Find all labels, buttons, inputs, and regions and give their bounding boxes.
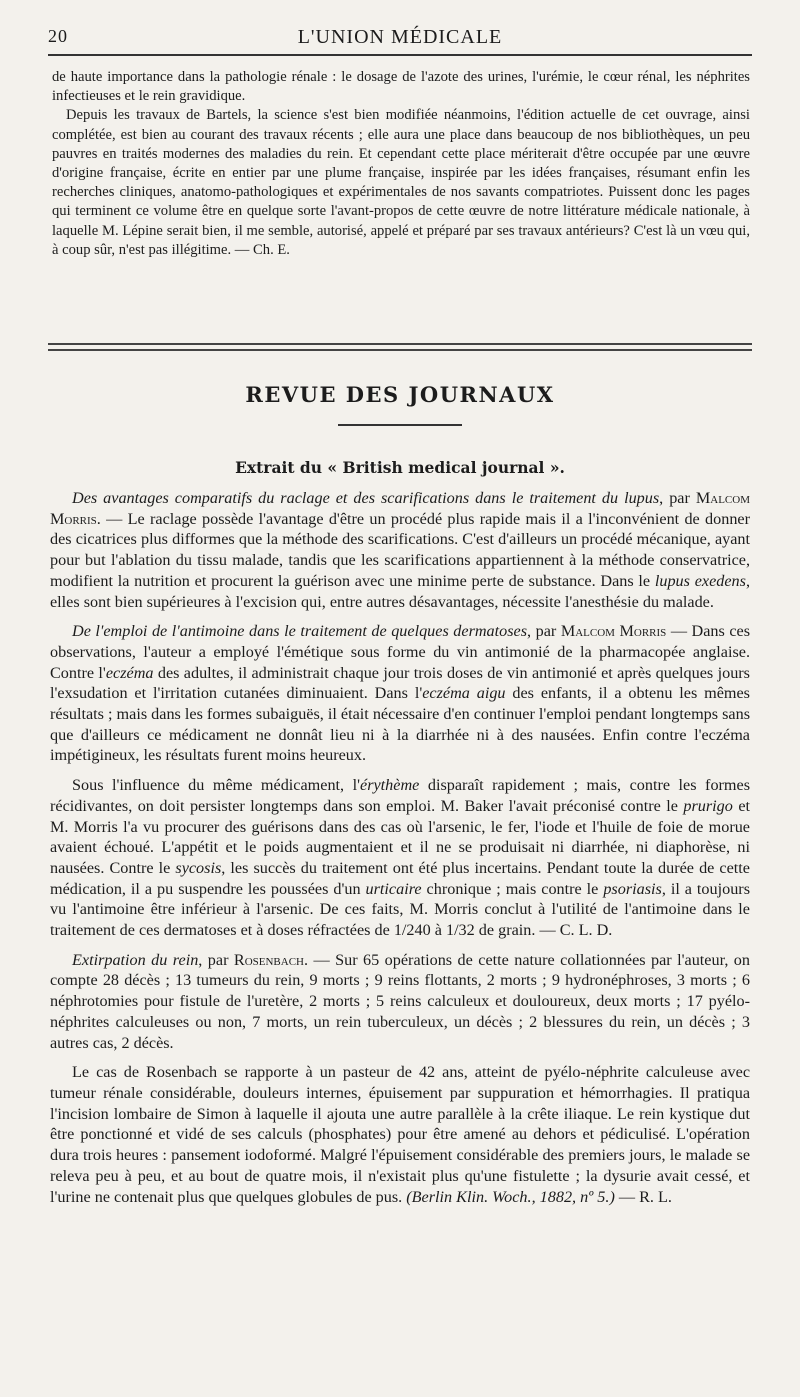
article-extirpation: [50, 950, 750, 1054]
article-text: disparaît rapidement ; mais, contre les formes récidivantes, on doit persister longtemps dans son emploi. M. Baker l'avait préconisé contre le: [50, 776, 750, 815]
text-par: , par: [527, 622, 561, 641]
term-urticaire: urticaire: [365, 879, 422, 898]
article-text-end: , elles sont bien supérieures à l'excision qui, entre autres désavantages, nécessite l'anesthésie du malade.: [50, 571, 750, 611]
article-text: et M. Morris l'a vu procurer des guérisons dans des cas où l'arsenic, le fer, l'iode et l'huile de foie de morue avaient échoué. L'appétit et le poids augmentaient et il ne se produisait ni diarrhée, ni diaphorèse, ni nausées. Contre le: [50, 796, 750, 877]
author-name: Rosenbach: [233, 950, 304, 969]
article-text: des enfants, il a obtenu les mêmes résultats ; mais dans les formes subaiguës, il était nécessaire d'en continuer l'emploi pendant longtemps sans que d'ailleurs ce médicament ne donnât lieu ni à la diarrhée ni à des nausées. Enfin contre l'eczéma impétigineux, les résultats furent moins heureux.: [50, 684, 750, 765]
journal-title: L'UNION MÉDICALE: [297, 26, 503, 48]
article-antimoine-continued: [50, 775, 750, 941]
title-rule: [338, 424, 462, 426]
author-name: Malcom Morris: [560, 622, 667, 641]
text-par: , par: [198, 950, 234, 969]
text-par: , par: [659, 489, 696, 507]
header-rule: [48, 54, 752, 56]
article-text: , il a toujours vu l'antimoine être inférieur à l'arsenic. De ces faits, M. Morris conclut à l'utilité de l'antimoine dans le traitement de ces dermatoses et à doses réfractées de 1/240 à 1/32 de grain. — C. L. D.: [50, 879, 750, 940]
article-body: [50, 488, 750, 1216]
running-header: [48, 22, 752, 54]
article-text: chronique ; mais contre le: [421, 879, 604, 898]
article-text: . — Le raclage possède l'avantage d'être un procédé plus rapide mais il a l'inconvénient de donner des cicatrices plus difformes que la méthode des scarifications. C'est d'ailleurs un procédé mécanique, ayant pour but l'ablation du tissu malade, tandis que les scarifications appartiennent à la méthode conservatrice, modifient la nutrition et procurent la guérison avec une minime perte de substance. Dans le: [50, 509, 750, 590]
section-title: REVUE DES JOURNAUX: [245, 382, 555, 407]
term-eczema-aigu: eczéma aigu: [422, 684, 506, 703]
intro-paragraph-1: de haute importance dans la pathologie rénale : le dosage de l'azote des urines, l'urémie, le cœur rénal, les néphrites infectieuses et le rein gravidique.: [52, 69, 750, 105]
article-text: — Dans ces observations, l'auteur a employé l'émétique sous forme du vin antimonié de la pharmacopée anglaise. Contre l': [50, 622, 751, 682]
intro-text: [52, 68, 750, 260]
author-name: Malcom Morris: [50, 489, 750, 528]
term-erytheme: érythème: [360, 776, 420, 795]
term-lupus-exedens: lupus exedens: [654, 571, 746, 590]
article-lupus: [50, 488, 750, 612]
article-extirpation-case: [50, 1062, 750, 1207]
article-text: . — Sur 65 opérations de cette nature collationnées par l'auteur, on compte 28 décès ; 13 tumeurs du rein, 9 morts ; 9 reins flottants, 2 morts ; 9 hydronéphroses, 3 morts ; 6 néphrotomies pour fistule de l'uretère, 2 morts ; 5 reins calculeux et douloureux, deux morts ; 17 pyélo-néphrites calculeuses ou non, 7 morts, un rein tuberculeux, un décès ; 2 blessures du rein, un décès ; 3 autres cas, 2 décès.: [50, 950, 750, 1052]
article-text: Le cas de Rosenbach se rapporte à un pasteur de 42 ans, atteint de pyélo-néphrite calculeuse avec tumeur rénale considérable, douleurs internes, épuisement par suppuration et hémorrhagies. Il pratiqua l'incision lombaire de Simon à laquelle il ajouta une autre parallèle à la crête iliaque. Le rein kystique dut être ponctionné et vidé de ses calculs (phosphates) pour être amené au dehors et pédiculisé. L'opération dura trois heures : pansement iodoformé. Malgré l'épuisement considérable des premiers jours, le malade se releva peu à peu, et au bout de quatre mois, il n'existait plus qu'une fistulette ; la dysurie avait cessé, et l'urine ne contenait plus que quelques globules de pus.: [50, 1063, 750, 1206]
article-text: Sous l'influence du même médicament, l': [72, 776, 361, 795]
term-psoriasis: psoriasis: [603, 879, 662, 898]
term-sycosis: sycosis: [175, 858, 222, 877]
article-title: Des avantages comparatifs du raclage et des scarifications dans le traitement du lupus: [72, 489, 660, 507]
article-title: De l'emploi de l'antimoine dans le traitement de quelques dermatoses: [72, 622, 528, 641]
article-title: Extirpation du rein: [72, 950, 199, 969]
section-separator: [48, 343, 752, 355]
intro-paragraph-2: Depuis les travaux de Bartels, la science s'est bien modifiée néanmoins, l'édition actuelle de cet ouvrage, ainsi complétée, est bien au courant des travaux récents ; elle aura une place dans beaucoup de nos bibliothèques, un peu pauvres en traités modernes des maladies du rein. Et cependant cette place mériterait d'être occupée par une œuvre d'origine française, écrite en entier par une plume française, inspirée par les idées françaises, résumant enfin les recherches cliniques, anatomo-pathologiques et expérimentales de nos savants compatriotes. Puissent donc les pages qui terminent ce volume être en quelque sorte l'avant-propos de cette œuvre de notre littérature médicale nationale, à laquelle M. Lépine serait bien, il me semble, autorisé, appelé et préparé par ses travaux antérieurs? C'est là un vœu qui, à coup sûr, n'est pas illégitime. — Ch. E.: [52, 107, 750, 258]
article-text: des adultes, il administrait chaque jour trois doses de vin antimonié et après quelques jours l'exsudation et l'irritation cutanées diminuaient. Dans l': [50, 663, 750, 703]
reference: (Berlin Klin. Woch., 1882, nº 5.): [406, 1187, 615, 1206]
section-subtitle: Extrait du « British medical journal ».: [235, 458, 565, 477]
term-eczema: eczéma: [105, 663, 154, 682]
term-prurigo: prurigo: [683, 796, 733, 815]
signature: — R. L.: [614, 1187, 672, 1206]
page-number: 20: [48, 26, 68, 46]
article-antimoine: [50, 621, 750, 766]
article-text: , les succès du traitement ont été plus incertains. Pendant toute la durée de cette médication, il a pu suspendre les poussées d'un: [50, 858, 750, 898]
